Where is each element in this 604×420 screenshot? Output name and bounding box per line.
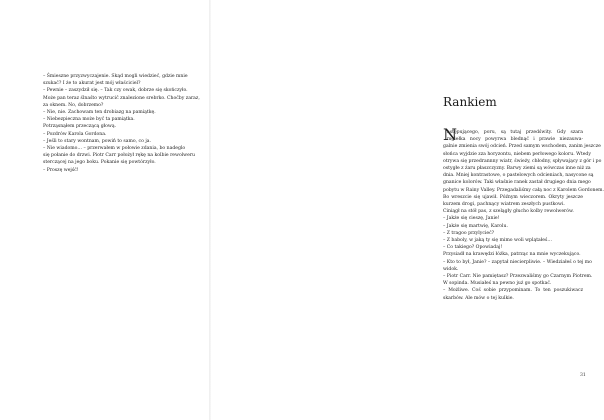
chapter-title: Rankiem (443, 95, 497, 109)
text-line: – Piotr Carr. Nie pamiętasz? Przezwaliśmy go Czarnym Piotrem. (443, 274, 593, 280)
text-line: Ciniągł na stół pas, z szelągły głucho kolby rewolwerów. (443, 209, 574, 215)
text-line: sterczącej na jego boku. Pokanie się powtórzyło. (43, 160, 156, 166)
text-line: W sopinda. Musiałeś na pewno już go spotkać. (443, 281, 552, 287)
text-line: – Z tragoo przylycieć? (443, 230, 495, 236)
text-line: szukać? I że to akurat jest mój właściciel? (43, 81, 141, 87)
text-line: – Niebezpieczna może być ta pamiątka. (43, 117, 135, 123)
page-number: 31 (580, 373, 586, 378)
text-line: – Kto to był, Janie? – zapytał niecierpliwie. – Wiedziałeś o tej mo (443, 259, 592, 265)
text-line: pobytu w Rainy Valley. Przegadaliśmy całą noc z Karolem Gordonem. (443, 187, 604, 193)
text-line: widok. (443, 266, 459, 272)
text-line: – Nie, nie. Zachowam ten drobiazg na pamiątkę. (43, 110, 156, 116)
text-line: gnanice kolorów. Taki właśnie ranek zastał drugiego dnia mego (443, 180, 591, 186)
text-line: Przysiadł na krawędzi łóżka, patrząc na mnie wyczekująco. (443, 252, 581, 258)
text-line: Może pan teraz ślnaśto wytrucić znalezione srebrko. Choćby zaraz, (43, 95, 200, 101)
text-line: astępującego, poru, są tutaj przedświty. Gdy szara (447, 130, 583, 135)
text-line: – Pewnie – zaszydził się. – Tak czy owak, dobrze się skończyło. (43, 88, 188, 94)
text-line: Potrząsnąłem przeczącą głową. (43, 124, 117, 130)
text-line: – Jeśli to stary wontnam, powiń to samo, co ja. (43, 138, 151, 144)
text-line: – Możliwe. Coś sobie przypominam. To ten poszukiwacz (443, 288, 583, 294)
text-line: mgiełka nocy powyrwa blednąć i prawie niezauwa- (447, 137, 583, 143)
text-line: Bo wreszcie się ujawił. Późnym wieczorem. Okryty jeszcze (443, 194, 583, 200)
right-page (210, 0, 604, 420)
text-line: – Śmieszne przyzwyczajenie. Skąd mogli wiedzieć, gdzie mnie (43, 74, 188, 79)
text-line: dnia. Mniej kontrastowe, o pastelowych odcieniach, nasycone są (443, 173, 594, 179)
right-page-text (443, 125, 604, 302)
text-line: za oknem. No, dobrzemo? (43, 102, 104, 108)
text-line: – Proszę wejść! (43, 167, 79, 173)
left-page (0, 0, 210, 420)
text-line: – Jakże się martwię, Karolu. (443, 223, 508, 229)
drop-cap: N (443, 125, 457, 144)
text-line: ostygłe z żaru płaszczyzny. Barwy ziemi są wówczas inne niż za (443, 166, 591, 172)
text-line: kurzem drogi, pachnący wiatrem zeszłych pustkowi. (443, 202, 565, 208)
text-line: słońca wyjdzie zza horyzontu, niebem perłowego koloru. Wtedy (443, 151, 591, 157)
text-line: – Jakże się cieszę, Janie! (443, 216, 500, 222)
left-page-text (43, 73, 200, 174)
text-line: – Nie wiadomo… – przerwałem w połowie zdania, bo nadeglo (43, 146, 186, 152)
text-line: – Pozdrów Karola Gordona. (43, 131, 107, 137)
text-line: – Co takiego? Opowiadaj! (443, 245, 503, 251)
text-line: otrywa się przedrannny wiatr, świeży, chłodny, spływający z gór i po (443, 158, 602, 164)
text-line: galnie zmienia swój odcień. Przed samym wschodem, zanim jeszcze (443, 144, 601, 150)
text-line: skarbów. Ale mów o tej kulkie. (443, 295, 514, 301)
text-line: – Z baboly, w jaką ty się mimo woli wplątałeś… (443, 238, 552, 244)
text-line: się połanie do drzwi. Piotr Carr położył rękę na kolbie rewolweru (43, 153, 195, 159)
